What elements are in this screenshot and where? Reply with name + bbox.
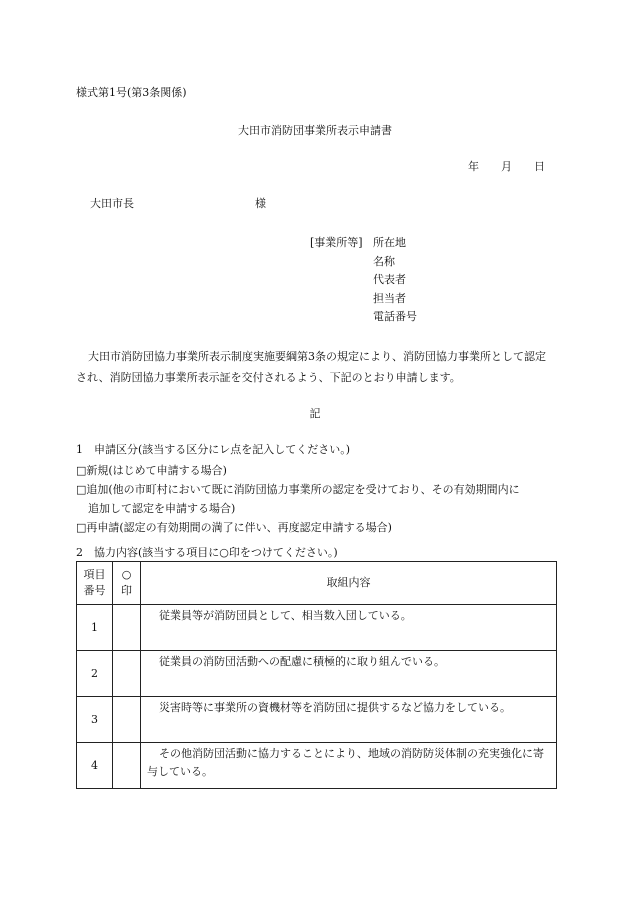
office-field-address: 所在地 (373, 236, 406, 249)
office-field-representative: 代表者 (373, 273, 406, 286)
row-content: その他消防団活動に協力することにより、地域の消防防災体制の充実強化に寄与している。 (141, 743, 557, 789)
option-additional: □追加(他の市町村において既に消防団協力事業所の認定を受けており、その有効期間内に (76, 483, 520, 496)
addressee-name: 大田市長 (90, 197, 134, 210)
header-mark: ○ 印 (113, 562, 141, 605)
document-title: 大田市消防団事業所表示申請書 (238, 124, 392, 137)
office-fields (373, 234, 417, 327)
row-number: 2 (77, 651, 113, 697)
date-line (468, 158, 545, 175)
mark-cell[interactable] (113, 743, 141, 789)
section2-heading: 2 協力内容(該当する項目に○印をつけてください。) (76, 546, 338, 559)
intro-text: 大田市消防団協力事業所表示制度実施要綱第3条の規定により、消防団協力事業所として認定され、消防団協力事業所表示証を交付されるよう、下記のとおり申請します。 (76, 350, 546, 384)
option-reapply: □再申請(認定の有効期間の満了に伴い、再度認定申請する場合) (76, 521, 392, 534)
date-month: 月 (501, 160, 512, 173)
row-content: 従業員の消防団活動への配慮に積極的に取り組んでいる。 (141, 651, 557, 697)
row-content: 従業員等が消防団員として、相当数入団している。 (141, 605, 557, 651)
office-field-contact-person: 担当者 (373, 291, 406, 305)
row-number: 1 (77, 605, 113, 651)
addressee-honorific: 様 (255, 197, 266, 210)
table-header-row (77, 562, 557, 605)
addressee (90, 195, 266, 212)
mark-cell[interactable] (113, 651, 141, 697)
row-number: 3 (77, 697, 113, 743)
cooperation-table (76, 561, 557, 789)
row-content: 災害時等に事業所の資機材等を消防団に提供するなど協力をしている。 (141, 697, 557, 743)
office-label: [事業所等] (310, 236, 363, 249)
date-day: 日 (534, 160, 545, 173)
table-row (77, 697, 557, 743)
form-number: 様式第1号(第3条関係) (76, 86, 187, 99)
table-row (77, 743, 557, 789)
table-row (77, 605, 557, 651)
table-row (77, 651, 557, 697)
office-field-phone: 電話番号 (373, 310, 417, 323)
header-item-no: 項目 番号 (77, 562, 113, 605)
ki-heading: 記 (309, 407, 321, 420)
section1-options (76, 461, 556, 537)
date-year: 年 (468, 160, 479, 173)
row-number: 4 (77, 743, 113, 789)
header-content: 取組内容 (141, 562, 557, 605)
option-new: □新規(はじめて申請する場合) (76, 464, 227, 477)
intro-paragraph (76, 347, 556, 389)
section1-heading: 1 申請区分(該当する区分にレ点を記入してください。) (76, 443, 351, 456)
mark-cell[interactable] (113, 697, 141, 743)
option-additional-cont: 追加して認定を申請する場合) (88, 502, 236, 515)
mark-cell[interactable] (113, 605, 141, 651)
office-field-name: 名称 (373, 254, 395, 268)
